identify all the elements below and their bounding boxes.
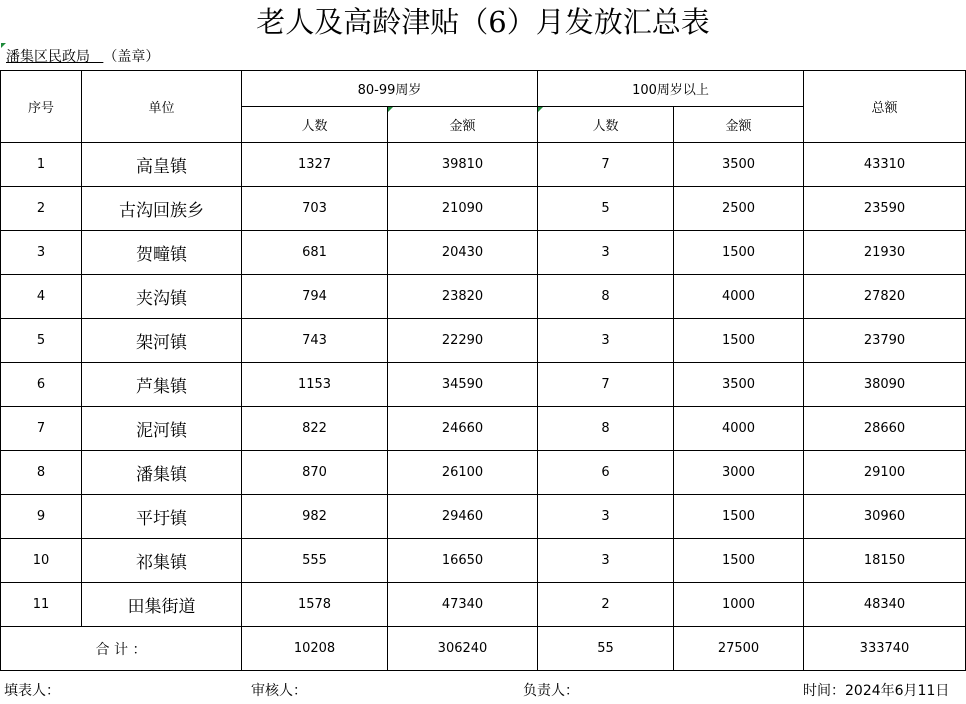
- cell-count-80-99: 794: [242, 275, 388, 319]
- cell-count-80-99: 982: [242, 495, 388, 539]
- cell-amount-100-plus: 4000: [674, 407, 804, 451]
- cell-count-100-plus: 3: [538, 231, 674, 275]
- cell-seq: 5: [1, 319, 82, 363]
- table-row: [1, 539, 966, 583]
- cell-amount-100-plus: 3500: [674, 363, 804, 407]
- cell-seq: 3: [1, 231, 82, 275]
- cell-seq: 9: [1, 495, 82, 539]
- cell-unit: 架河镇: [82, 319, 242, 363]
- header-total: 总额: [804, 71, 966, 143]
- cell-count-80-99: 703: [242, 187, 388, 231]
- cell-count-100-plus: 7: [538, 363, 674, 407]
- header-group-100-plus-label: 100周岁以上: [632, 83, 709, 98]
- cell-unit: 潘集镇: [82, 451, 242, 495]
- cell-amount-80-99: 22290: [388, 319, 538, 363]
- cell-count-100-plus: 6: [538, 451, 674, 495]
- sum-amount-1: 306240: [388, 627, 538, 671]
- cell-unit: 田集街道: [82, 583, 242, 627]
- cell-marker: [388, 107, 393, 112]
- header-amount-1: [388, 107, 538, 143]
- reviewer-label: 审核人：: [251, 683, 307, 699]
- cell-seq: 7: [1, 407, 82, 451]
- cell-seq: 2: [1, 187, 82, 231]
- cell-count-80-99: 555: [242, 539, 388, 583]
- cell-amount-80-99: 39810: [388, 143, 538, 187]
- date-label: 时间：2024年6月11日: [803, 683, 950, 699]
- table-row: [1, 143, 966, 187]
- sum-amount-2: 27500: [674, 627, 804, 671]
- org-name: 潘集区民政局: [6, 49, 90, 65]
- cell-seq: 10: [1, 539, 82, 583]
- cell-amount-100-plus: 3500: [674, 143, 804, 187]
- cell-amount-100-plus: 1500: [674, 539, 804, 583]
- cell-total: 38090: [804, 363, 966, 407]
- seal-label: （盖章）: [103, 49, 160, 65]
- sum-count-2: 55: [538, 627, 674, 671]
- cell-unit: 古沟回族乡: [82, 187, 242, 231]
- cell-count-80-99: 822: [242, 407, 388, 451]
- cell-count-100-plus: 2: [538, 583, 674, 627]
- cell-seq: 6: [1, 363, 82, 407]
- cell-amount-80-99: 24660: [388, 407, 538, 451]
- table-row: [1, 451, 966, 495]
- sum-total: 333740: [804, 627, 966, 671]
- cell-total: 30960: [804, 495, 966, 539]
- header-seq: 序号: [1, 71, 82, 143]
- header-group-80-99: 80-99周岁: [242, 71, 538, 107]
- cell-seq: 1: [1, 143, 82, 187]
- cell-count-100-plus: 5: [538, 187, 674, 231]
- cell-count-80-99: 1153: [242, 363, 388, 407]
- filler-label: 填表人：: [4, 683, 60, 699]
- cell-unit: 高皇镇: [82, 143, 242, 187]
- cell-unit: 祁集镇: [82, 539, 242, 583]
- footer: [0, 678, 966, 700]
- header-group-100-plus: [538, 71, 804, 107]
- cell-count-80-99: 743: [242, 319, 388, 363]
- cell-amount-80-99: 23820: [388, 275, 538, 319]
- table-body: [1, 143, 966, 627]
- cell-total: 43310: [804, 143, 966, 187]
- cell-marker: [1, 43, 6, 48]
- cell-count-100-plus: 3: [538, 539, 674, 583]
- cell-amount-80-99: 26100: [388, 451, 538, 495]
- table-row: [1, 231, 966, 275]
- cell-amount-80-99: 20430: [388, 231, 538, 275]
- cell-amount-80-99: 16650: [388, 539, 538, 583]
- page-title: 老人及高龄津贴（6）月发放汇总表: [256, 5, 710, 39]
- cell-total: 48340: [804, 583, 966, 627]
- cell-amount-100-plus: 4000: [674, 275, 804, 319]
- org-name-pad: [90, 49, 103, 65]
- table-row: [1, 319, 966, 363]
- table-row: [1, 363, 966, 407]
- responsible-label: 负责人：: [523, 683, 579, 699]
- header-amount-1-label: 金额: [449, 119, 476, 134]
- table-row: [1, 583, 966, 627]
- cell-count-100-plus: 7: [538, 143, 674, 187]
- sum-label: 合 计 ：: [1, 627, 242, 671]
- table-row: [1, 275, 966, 319]
- cell-count-80-99: 1578: [242, 583, 388, 627]
- cell-amount-80-99: 47340: [388, 583, 538, 627]
- cell-count-100-plus: 3: [538, 495, 674, 539]
- cell-total: 27820: [804, 275, 966, 319]
- cell-count-100-plus: 3: [538, 319, 674, 363]
- cell-amount-100-plus: 3000: [674, 451, 804, 495]
- cell-seq: 4: [1, 275, 82, 319]
- cell-unit: 贺疃镇: [82, 231, 242, 275]
- table-row: [1, 495, 966, 539]
- summary-table: [0, 70, 966, 671]
- table-row: [1, 407, 966, 451]
- cell-amount-100-plus: 1500: [674, 319, 804, 363]
- cell-amount-80-99: 34590: [388, 363, 538, 407]
- cell-seq: 11: [1, 583, 82, 627]
- cell-amount-80-99: 21090: [388, 187, 538, 231]
- header-count-2: [538, 107, 674, 143]
- cell-unit: 平圩镇: [82, 495, 242, 539]
- cell-amount-100-plus: 1500: [674, 231, 804, 275]
- sum-count-1: 10208: [242, 627, 388, 671]
- cell-amount-80-99: 29460: [388, 495, 538, 539]
- cell-total: 23790: [804, 319, 966, 363]
- cell-total: 23590: [804, 187, 966, 231]
- org-line: [6, 47, 159, 67]
- cell-count-100-plus: 8: [538, 275, 674, 319]
- header-count-2-label: 人数: [592, 119, 619, 134]
- cell-total: 18150: [804, 539, 966, 583]
- header-amount-2: 金额: [674, 107, 804, 143]
- cell-unit: 泥河镇: [82, 407, 242, 451]
- sum-row: [1, 627, 966, 671]
- header-unit: 单位: [82, 71, 242, 143]
- cell-count-80-99: 870: [242, 451, 388, 495]
- header-count-1: 人数: [242, 107, 388, 143]
- cell-count-80-99: 681: [242, 231, 388, 275]
- table-row: [1, 187, 966, 231]
- cell-marker: [538, 107, 543, 112]
- cell-unit: 芦集镇: [82, 363, 242, 407]
- cell-amount-100-plus: 2500: [674, 187, 804, 231]
- cell-count-100-plus: 8: [538, 407, 674, 451]
- cell-total: 29100: [804, 451, 966, 495]
- cell-total: 28660: [804, 407, 966, 451]
- cell-amount-100-plus: 1000: [674, 583, 804, 627]
- cell-count-80-99: 1327: [242, 143, 388, 187]
- cell-total: 21930: [804, 231, 966, 275]
- cell-amount-100-plus: 1500: [674, 495, 804, 539]
- cell-unit: 夹沟镇: [82, 275, 242, 319]
- cell-seq: 8: [1, 451, 82, 495]
